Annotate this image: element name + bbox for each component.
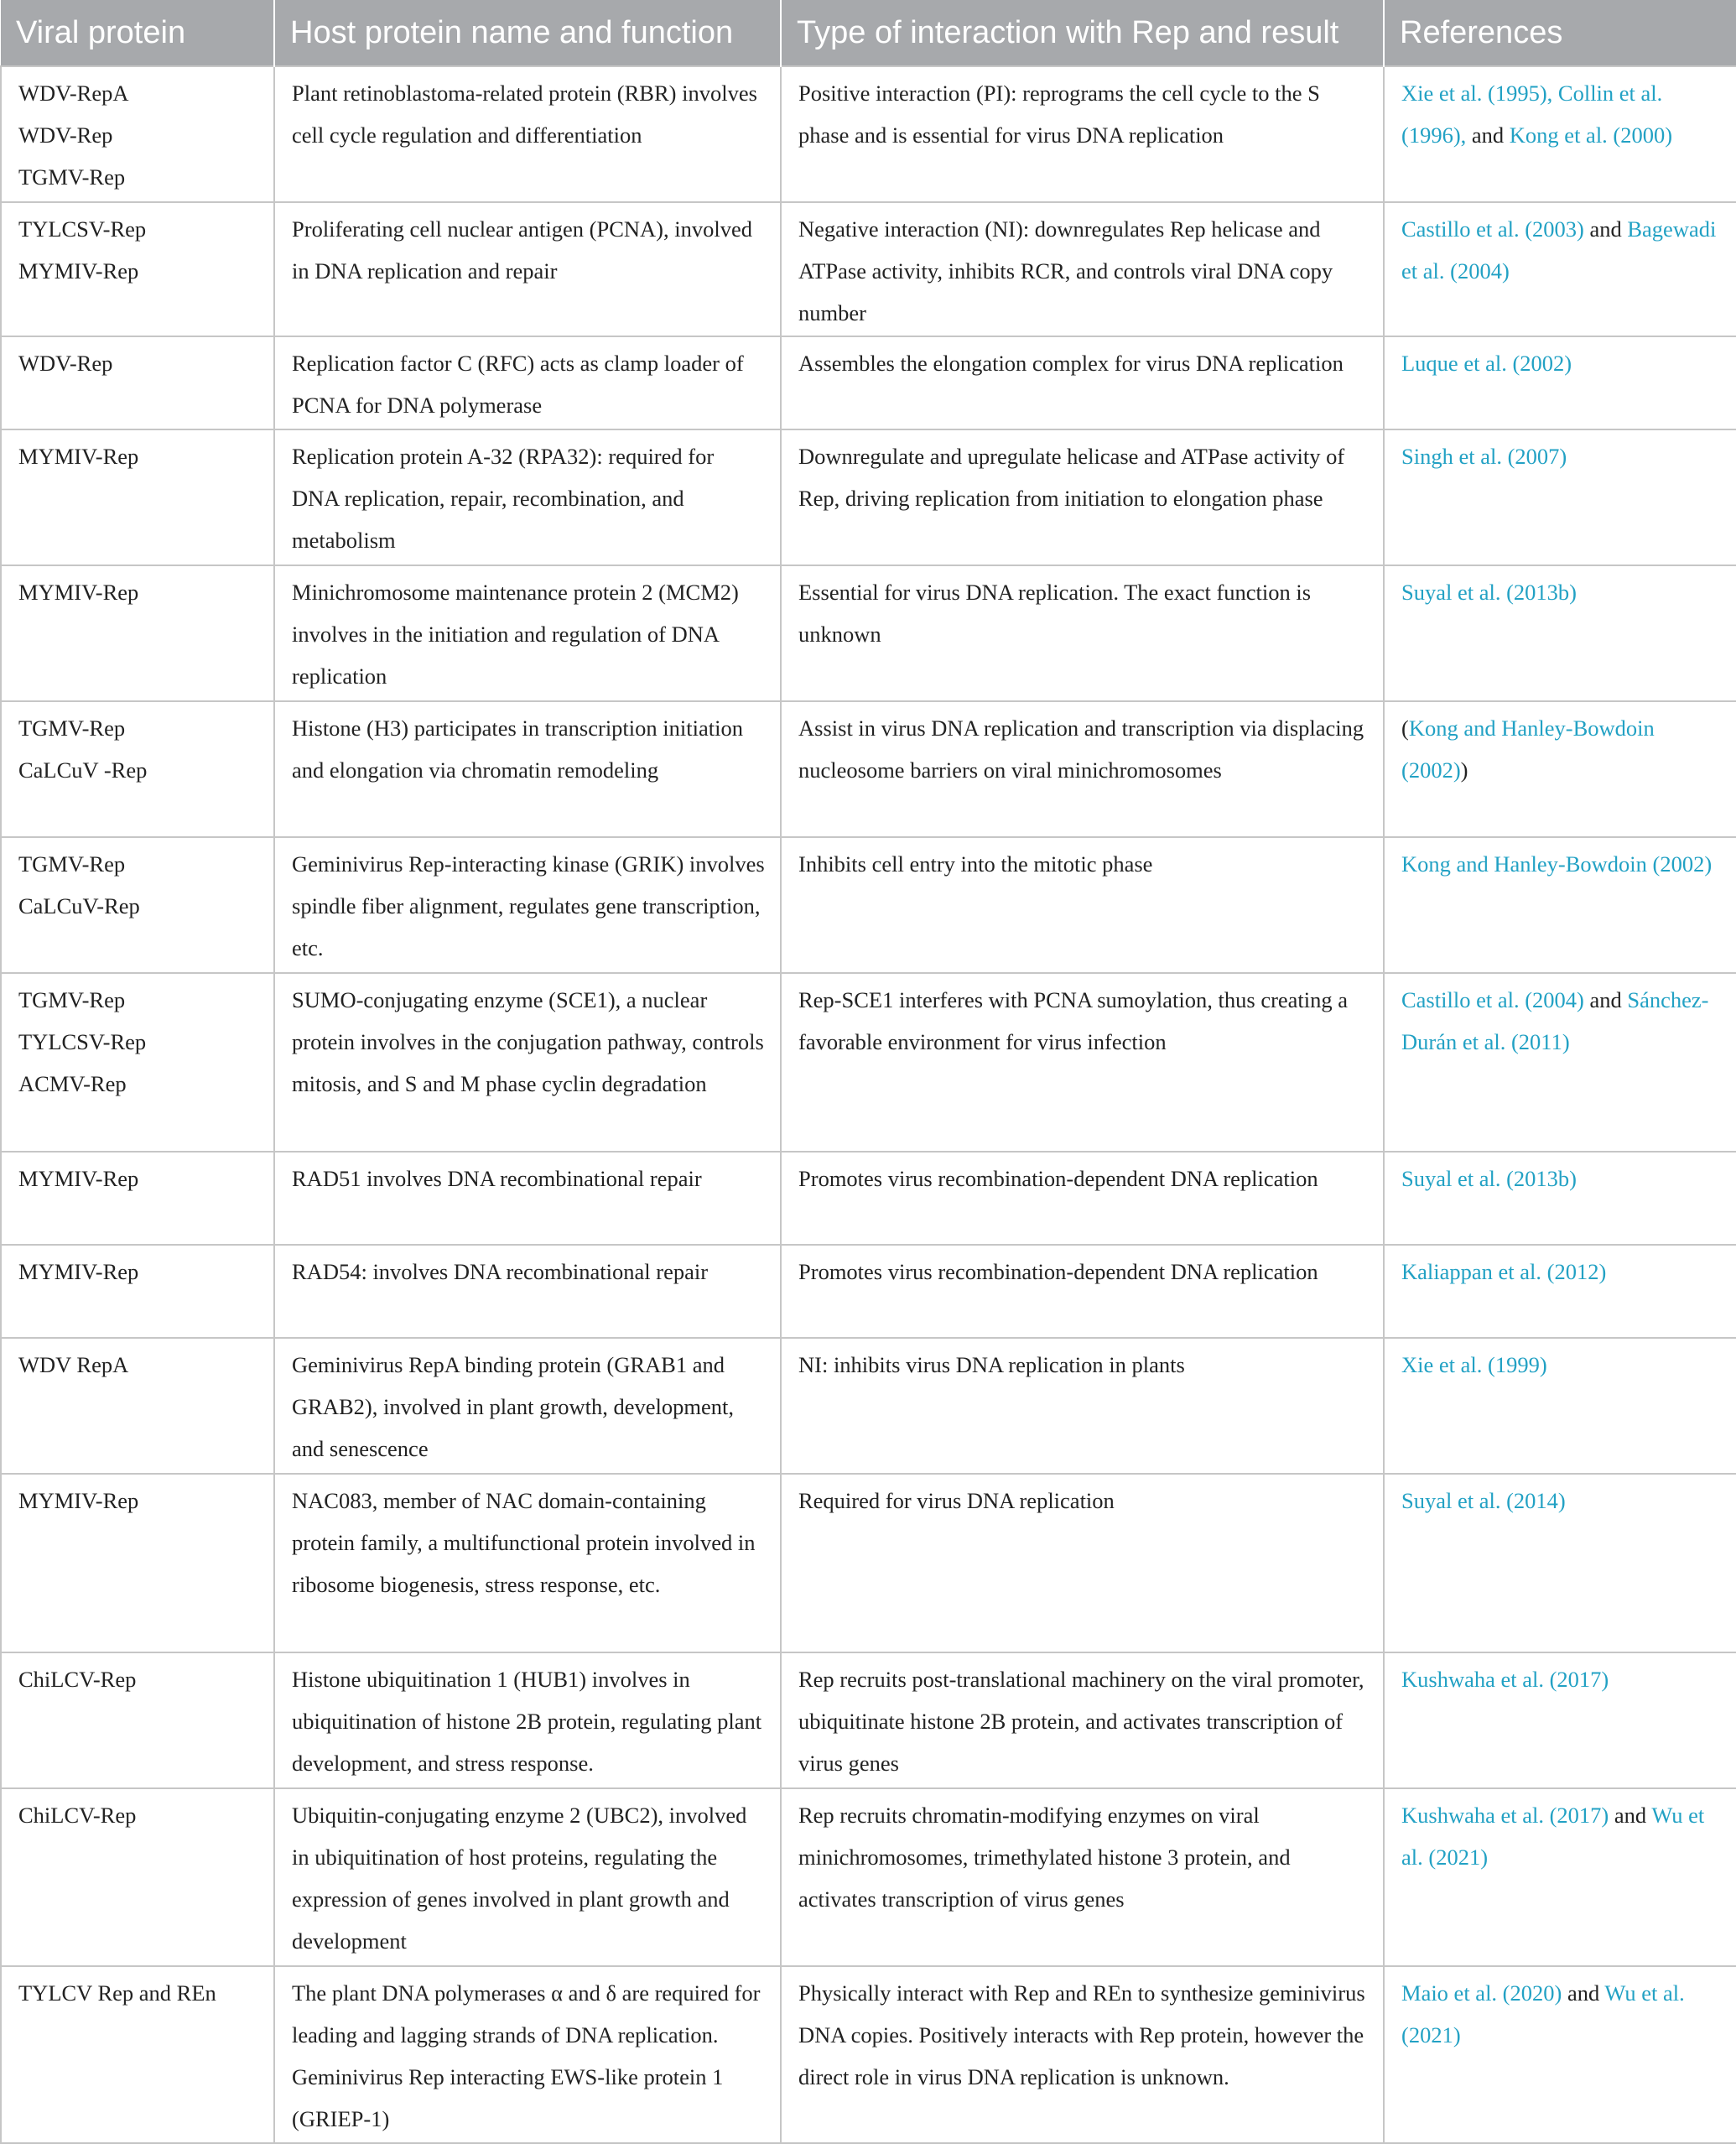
viral-protein-cell: TYLCSV-Rep MYMIV-Rep bbox=[1, 202, 274, 336]
interaction-cell: Assist in virus DNA replication and transcription via displacing nucleosome barriers on viral minichromosomes bbox=[781, 701, 1384, 837]
reference-connector-text: ) bbox=[1460, 757, 1468, 783]
reference-link[interactable]: Singh et al. (2007) bbox=[1401, 444, 1567, 470]
reference-connector-text: and bbox=[1583, 987, 1628, 1013]
table-row bbox=[1, 429, 1736, 565]
reference-link[interactable]: Kong and Hanley-Bowdoin (2002) bbox=[1401, 715, 1655, 783]
host-protein-cell: Geminivirus Rep-interacting kinase (GRIK) involves spindle fiber alignment, regulates gene transcription, etc. bbox=[274, 837, 781, 973]
host-protein-cell: Ubiquitin-conjugating enzyme 2 (UBC2), involved in ubiquitination of host proteins, regulating the expression of genes involved in plant growth and development bbox=[274, 1788, 781, 1967]
interaction-cell: Downregulate and upregulate helicase and ATPase activity of Rep, driving replication from initiation to elongation phase bbox=[781, 429, 1384, 565]
host-protein-cell: Replication protein A-32 (RPA32): required for DNA replication, repair, recombination, and metabolism bbox=[274, 429, 781, 565]
reference-connector-text: and bbox=[1562, 1980, 1605, 2006]
host-protein-cell: SUMO-conjugating enzyme (SCE1), a nuclear protein involves in the conjugation pathway, controls mitosis, and S and M phase cyclin degradation bbox=[274, 973, 781, 1152]
header-host-protein: Host protein name and function bbox=[274, 0, 781, 66]
reference-connector-text: and bbox=[1583, 216, 1628, 242]
references-cell bbox=[1384, 1966, 1736, 2143]
table-row bbox=[1, 1474, 1736, 1652]
viral-protein-cell: MYMIV-Rep bbox=[1, 565, 274, 701]
host-protein-cell: Proliferating cell nuclear antigen (PCNA), involved in DNA replication and repair bbox=[274, 202, 781, 336]
interaction-cell: Inhibits cell entry into the mitotic phase bbox=[781, 837, 1384, 973]
reference-link[interactable]: Wu et al. (2021) bbox=[1401, 1802, 1705, 1870]
viral-protein-cell: ChiLCV-Rep bbox=[1, 1652, 274, 1788]
reference-connector-text: and bbox=[1466, 122, 1510, 148]
viral-protein-cell: ChiLCV-Rep bbox=[1, 1788, 274, 1967]
reference-link[interactable]: Kushwaha et al. (2017) bbox=[1401, 1666, 1609, 1692]
viral-protein-cell: TGMV-Rep TYLCSV-Rep ACMV-Rep bbox=[1, 973, 274, 1152]
reference-link[interactable]: Xie et al. (1995), Collin et al. (1996), bbox=[1401, 81, 1663, 148]
viral-protein-cell: WDV-RepA WDV-Rep TGMV-Rep bbox=[1, 66, 274, 202]
reference-link[interactable]: Kong and Hanley-Bowdoin (2002) bbox=[1401, 851, 1713, 877]
references-cell bbox=[1384, 202, 1736, 336]
references-cell bbox=[1384, 429, 1736, 565]
interaction-cell: Positive interaction (PI): reprograms the cell cycle to the S phase and is essential for virus DNA replication bbox=[781, 66, 1384, 202]
reference-link[interactable]: Kaliappan et al. (2012) bbox=[1401, 1258, 1607, 1284]
references-cell bbox=[1384, 66, 1736, 202]
header-row bbox=[1, 0, 1736, 66]
reference-link[interactable]: Luque et al. (2002) bbox=[1401, 350, 1572, 376]
reference-connector-text: and bbox=[1609, 1802, 1652, 1828]
interaction-cell: Physically interact with Rep and REn to synthesize geminivirus DNA copies. Positively interacts with Rep protein, however the direct role in virus DNA replication is unknown. bbox=[781, 1966, 1384, 2143]
references-cell bbox=[1384, 565, 1736, 701]
table-row bbox=[1, 973, 1736, 1152]
table-row bbox=[1, 1152, 1736, 1245]
header-references: References bbox=[1384, 0, 1736, 66]
reference-link[interactable]: Suyal et al. (2014) bbox=[1401, 1488, 1566, 1514]
host-protein-cell: Plant retinoblastoma-related protein (RBR) involves cell cycle regulation and differentiation bbox=[274, 66, 781, 202]
host-protein-cell: Histone ubiquitination 1 (HUB1) involves in ubiquitination of histone 2B protein, regulating plant development, and stress response. bbox=[274, 1652, 781, 1788]
viral-protein-cell: TYLCV Rep and REn bbox=[1, 1966, 274, 2143]
reference-link[interactable]: Castillo et al. (2003) bbox=[1401, 216, 1584, 242]
reference-link[interactable]: Suyal et al. (2013b) bbox=[1401, 580, 1577, 606]
interaction-cell: Required for virus DNA replication bbox=[781, 1474, 1384, 1652]
viral-protein-cell: MYMIV-Rep bbox=[1, 1245, 274, 1338]
table-row bbox=[1, 202, 1736, 336]
reference-connector-text: ( bbox=[1401, 715, 1409, 741]
host-protein-cell: RAD51 involves DNA recombinational repair bbox=[274, 1152, 781, 1245]
references-cell bbox=[1384, 1338, 1736, 1474]
table-row bbox=[1, 1338, 1736, 1474]
viral-protein-cell: WDV RepA bbox=[1, 1338, 274, 1474]
references-cell bbox=[1384, 1152, 1736, 1245]
table-row bbox=[1, 336, 1736, 429]
references-cell bbox=[1384, 973, 1736, 1152]
interaction-cell: Promotes virus recombination-dependent DNA replication bbox=[781, 1152, 1384, 1245]
references-cell bbox=[1384, 1474, 1736, 1652]
interaction-cell: Essential for virus DNA replication. The exact function is unknown bbox=[781, 565, 1384, 701]
host-protein-cell: The plant DNA polymerases α and δ are required for leading and lagging strands of DNA replication. Geminivirus Rep interacting EWS-like protein 1 (GRIEP-1) bbox=[274, 1966, 781, 2143]
viral-protein-cell: MYMIV-Rep bbox=[1, 1474, 274, 1652]
host-protein-cell: Replication factor C (RFC) acts as clamp loader of PCNA for DNA polymerase bbox=[274, 336, 781, 429]
host-protein-cell: RAD54: involves DNA recombinational repair bbox=[274, 1245, 781, 1338]
reference-link[interactable]: Sánchez-Durán et al. (2011) bbox=[1401, 987, 1709, 1055]
interaction-cell: Assembles the elongation complex for virus DNA replication bbox=[781, 336, 1384, 429]
references-cell bbox=[1384, 1652, 1736, 1788]
viral-protein-cell: TGMV-Rep CaLCuV-Rep bbox=[1, 837, 274, 973]
table-row bbox=[1, 1966, 1736, 2143]
viral-protein-cell: TGMV-Rep CaLCuV -Rep bbox=[1, 701, 274, 837]
reference-link[interactable]: Castillo et al. (2004) bbox=[1401, 987, 1584, 1013]
interaction-cell: Rep recruits post-translational machinery on the viral promoter, ubiquitinate histone 2B protein, and activates transcription of virus genes bbox=[781, 1652, 1384, 1788]
reference-link[interactable]: Bagewadi et al. (2004) bbox=[1401, 216, 1717, 284]
table-row bbox=[1, 1245, 1736, 1338]
interaction-cell: Rep-SCE1 interferes with PCNA sumoylation, thus creating a favorable environment for virus infection bbox=[781, 973, 1384, 1152]
reference-link[interactable]: Suyal et al. (2013b) bbox=[1401, 1165, 1577, 1191]
reference-link[interactable]: Maio et al. (2020) bbox=[1401, 1980, 1562, 2006]
reference-link[interactable]: Kushwaha et al. (2017) bbox=[1401, 1802, 1609, 1828]
viral-protein-cell: MYMIV-Rep bbox=[1, 1152, 274, 1245]
reference-link[interactable]: Kong et al. (2000) bbox=[1509, 122, 1673, 148]
interaction-cell: Rep recruits chromatin-modifying enzymes on viral minichromosomes, trimethylated histone 3 protein, and activates transcription of virus genes bbox=[781, 1788, 1384, 1967]
table-row bbox=[1, 701, 1736, 837]
viral-protein-cell: WDV-Rep bbox=[1, 336, 274, 429]
references-cell bbox=[1384, 837, 1736, 973]
table-row bbox=[1, 66, 1736, 202]
interaction-cell: Promotes virus recombination-dependent DNA replication bbox=[781, 1245, 1384, 1338]
table-row bbox=[1, 1788, 1736, 1967]
interaction-cell: Negative interaction (NI): downregulates Rep helicase and ATPase activity, inhibits RCR, and controls viral DNA copy number bbox=[781, 202, 1384, 336]
table-row bbox=[1, 565, 1736, 701]
table-row bbox=[1, 1652, 1736, 1788]
references-cell bbox=[1384, 1245, 1736, 1338]
interaction-cell: NI: inhibits virus DNA replication in plants bbox=[781, 1338, 1384, 1474]
host-protein-cell: Minichromosome maintenance protein 2 (MCM2) involves in the initiation and regulation of DNA replication bbox=[274, 565, 781, 701]
host-protein-cell: Geminivirus RepA binding protein (GRAB1 and GRAB2), involved in plant growth, development, and senescence bbox=[274, 1338, 781, 1474]
viral-protein-cell: MYMIV-Rep bbox=[1, 429, 274, 565]
references-cell bbox=[1384, 701, 1736, 837]
header-interaction: Type of interaction with Rep and result bbox=[781, 0, 1384, 66]
reference-link[interactable]: Xie et al. (1999) bbox=[1401, 1352, 1547, 1378]
references-cell bbox=[1384, 1788, 1736, 1967]
host-protein-cell: NAC083, member of NAC domain-containing protein family, a multifunctional protein involved in ribosome biogenesis, stress response, etc. bbox=[274, 1474, 781, 1652]
reference-link[interactable]: Wu et al. (2021) bbox=[1401, 1980, 1685, 2048]
references-cell bbox=[1384, 336, 1736, 429]
header-viral-protein: Viral protein bbox=[1, 0, 274, 66]
table-row bbox=[1, 837, 1736, 973]
table-body bbox=[1, 66, 1736, 2143]
host-protein-cell: Histone (H3) participates in transcription initiation and elongation via chromatin remodeling bbox=[274, 701, 781, 837]
